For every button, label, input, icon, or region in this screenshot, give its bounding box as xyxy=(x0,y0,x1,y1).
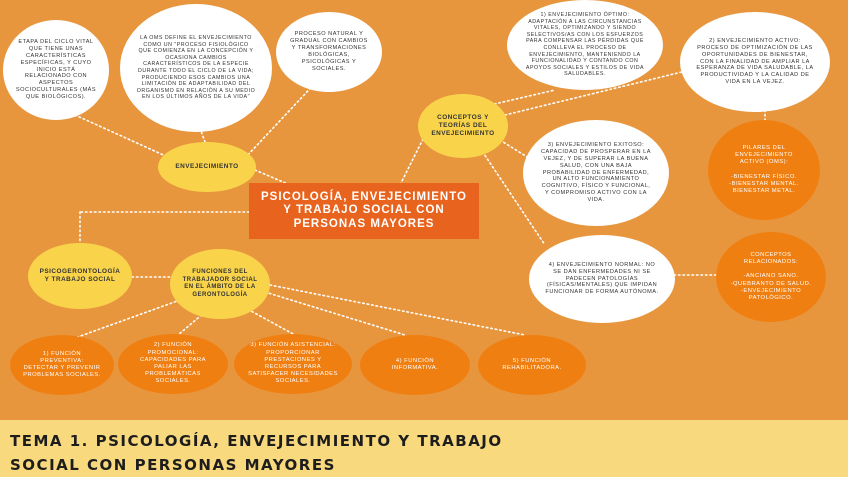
funciones-trabajador-social-node: FUNCIONES DEL TRABAJADOR SOCIAL EN EL ÁMBITO DE LA GERONTOLOGÍA xyxy=(170,249,270,319)
funcion-asistencial-node: 3) FUNCIÓN ASISTENCIAL: PROPORCIONAR PRESTACIONES Y RECURSOS PARA SATISFACER NECESIDADES SOCIALES. xyxy=(234,334,352,394)
funcion-rehabilitadora-node: 5) FUNCIÓN REHABILITADORA. xyxy=(478,335,586,395)
footer-bar xyxy=(0,420,848,477)
main-title-box: PSICOLOGÍA, ENVEJECIMIENTO Y TRABAJO SOCIAL CON PERSONAS MAYORES xyxy=(249,183,479,239)
footer-title: TEMA 1. PSICOLOGÍA, ENVEJECIMIENTO Y TRABAJO SOCIAL CON PERSONAS MAYORES xyxy=(10,432,503,474)
connector-f4 xyxy=(265,292,405,335)
connector-conceptos-main xyxy=(400,135,425,185)
conceptos-relacionados-node: CONCEPTOS RELACIONADOS: -ANCIANO SANO. -QUEBRANTO DE SALUD. -ENVEJECIMIENTO PATOLÓGICO. xyxy=(716,232,826,322)
connector-f5 xyxy=(270,285,525,335)
conceptos-teorias-node: CONCEPTOS Y TEORÍAS DEL ENVEJECIMIENTO xyxy=(418,94,508,158)
etapa-ciclo-vital-node: ETAPA DEL CICLO VITAL QUE TIENE UNAS CARACTERÍSTICAS ESPECÍFICAS, Y CUYO INICIO ESTÁ RELACIONADO CON ASPECTOS SOCIOCULTURALES (MÁS QUE BIOLÓGICOS). xyxy=(3,20,109,120)
pilares-envejecimiento-node: PILARES DEL ENVEJECIMIENTO ACTIVO (OMS): -BIENESTAR FÍSICO. -BIENESTAR MENTAL. BIENESTAR METAL. xyxy=(708,120,820,220)
envejecimiento-activo-node: 2) ENVEJECIMIENTO ACTIVO: PROCESO DE OPTIMIZACIÓN DE LAS OPORTUNIDADES DE BIENESTAR, CON LA FINALIDAD DE AMPLIAR LA ESPERANZA DE VIDA SALUDABLE, LA PRODUCTIVIDAD Y LA CALIDAD DE VIDA EN LA VEJEZ. xyxy=(680,12,830,112)
funcion-preventiva-node: 1) FUNCIÓN PREVENTIVA: DETECTAR Y PREVENIR PROBLEMAS SOCIALES. xyxy=(10,335,114,395)
connector-optimo xyxy=(490,90,555,105)
envejecimiento-node: ENVEJECIMIENTO xyxy=(158,142,256,192)
envejecimiento-exitoso-node: 3) ENVEJECIMIENTO EXITOSO: CAPACIDAD DE PROSPERAR EN LA VEJEZ, Y DE SUPERAR LA BUENA SALUD, CON UNA BAJA PROBABILIDAD DE ENFERMEDAD, UN ALTO FUNCIONAMIENTO COGNITIVO, FÍSICO Y FUNCIONAL, Y COMPROMISO ACTIVO CON LA VIDA. xyxy=(523,120,669,226)
funcion-promocional-node: 2) FUNCIÓN PROMOCIONAL: CAPACIDADES PARA PALIAR LAS PROBLEMÁTICAS SOCIALES. xyxy=(118,334,228,394)
oms-definicion-node: LA OMS DEFINE EL ENVEJECIMIENTO COMO UN "PROCESO FISIOLÓGICO QUE COMIENZA EN LA CONCEPCIÓN Y OCASIONA CAMBIOS CARACTERÍSTICOS DE LA ESPECIE DURANTE TODO EL CICLO DE LA VIDA; PRODUCIENDO ESOS CAMBIOS UNA LIMITACIÓN DE ADAPTABILIDAD DEL ORGANISMO EN RELACIÓN A SU MEDIO EN LOS ÚLTIMOS AÑOS DE LA VIDA" xyxy=(120,4,272,132)
funcion-informativa-node: 4) FUNCIÓN INFORMATIVA. xyxy=(360,335,470,395)
envejecimiento-optimo-node: 1) ENVEJECIMIENTO ÓPTIMO: ADAPTACIÓN A LAS CIRCUNSTANCIAS VITALES, OPTIMIZANDO Y SIENDO SELECTIVOS/AS CON LOS ESFUERZOS PARA COMPENSAR LAS PÉRDIDAS QUE CONLLEVA EL PROCESO DE ENVEJECIMIENTO, MANTENIENDO LA FUNCIONALIDAD Y CONTANDO CON APOYOS SOCIALES Y ESTILOS DE VIDA SALUDABLES. xyxy=(507,0,663,90)
psicogerontologia-node: PSICOGERONTOLOGÍA Y TRABAJO SOCIAL xyxy=(28,243,132,309)
envejecimiento-normal-node: 4) ENVEJECIMIENTO NORMAL: NO SE DAN ENFERMEDADES NI SE PADECEN PATOLOGÍAS (FÍSICAS/MENTALES) QUE IMPIDAN FUNCIONAR DE FORMA AUTÓNOMA. xyxy=(529,235,675,323)
proceso-natural-node: PROCESO NATURAL Y GRADUAL CON CAMBIOS Y TRANSFORMACIONES BIOLÓGICAS, PSICOLÓGICAS Y SOCIALES. xyxy=(276,12,382,92)
